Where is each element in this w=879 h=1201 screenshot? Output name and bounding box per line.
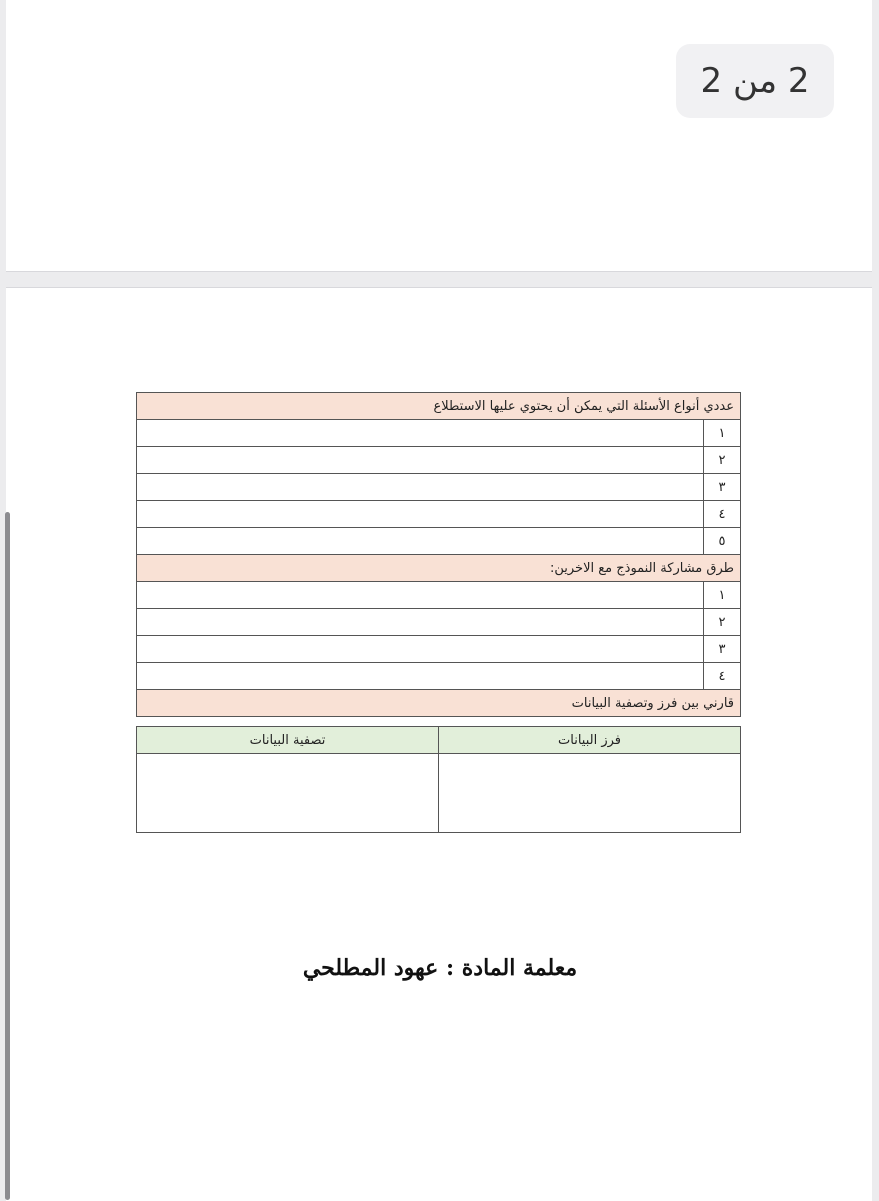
section1-header [137,393,741,420]
section2-title: طرق مشاركة النموذج مع الاخرين: [137,555,741,582]
document-page [6,287,872,1201]
table-row [137,420,741,447]
table-row [137,663,741,690]
row-number: ٤ [704,663,741,690]
answer-cell [137,501,704,528]
comparison-table [136,726,741,833]
table-row [137,447,741,474]
row-number: ٤ [704,501,741,528]
row-number: ٣ [704,636,741,663]
answer-cell [137,663,704,690]
row-number: ١ [704,420,741,447]
page-indicator: 2 من 2 [676,44,834,118]
section3-header [137,690,741,717]
row-number: ٥ [704,528,741,555]
table-row [137,609,741,636]
answer-cell [137,447,704,474]
answer-cell [137,609,704,636]
section1-title: عددي أنواع الأسئلة التي يمكن أن يحتوي عليها الاستطلاع [137,393,741,420]
previous-page-bottom [6,0,872,272]
comparison-answer-row [137,754,741,833]
row-number: ١ [704,582,741,609]
worksheet-table [136,392,741,717]
scrollbar[interactable] [5,512,10,1200]
filter-data-header: تصفية البيانات [137,727,439,754]
section3-title: قارني بين فرز وتصفية البيانات [137,690,741,717]
sort-data-header: فرز البيانات [439,727,741,754]
answer-cell [137,474,704,501]
row-number: ٣ [704,474,741,501]
table-row [137,582,741,609]
filter-data-answer [137,754,439,833]
sort-data-answer [439,754,741,833]
row-number: ٢ [704,609,741,636]
answer-cell [137,420,704,447]
table-row [137,474,741,501]
teacher-signature: معلمة المادة : عهود المطلحي [302,955,578,981]
comparison-header-row [137,727,741,754]
table-row [137,636,741,663]
section2-header [137,555,741,582]
answer-cell [137,636,704,663]
table-row [137,501,741,528]
row-number: ٢ [704,447,741,474]
answer-cell [137,528,704,555]
table-row [137,528,741,555]
answer-cell [137,582,704,609]
